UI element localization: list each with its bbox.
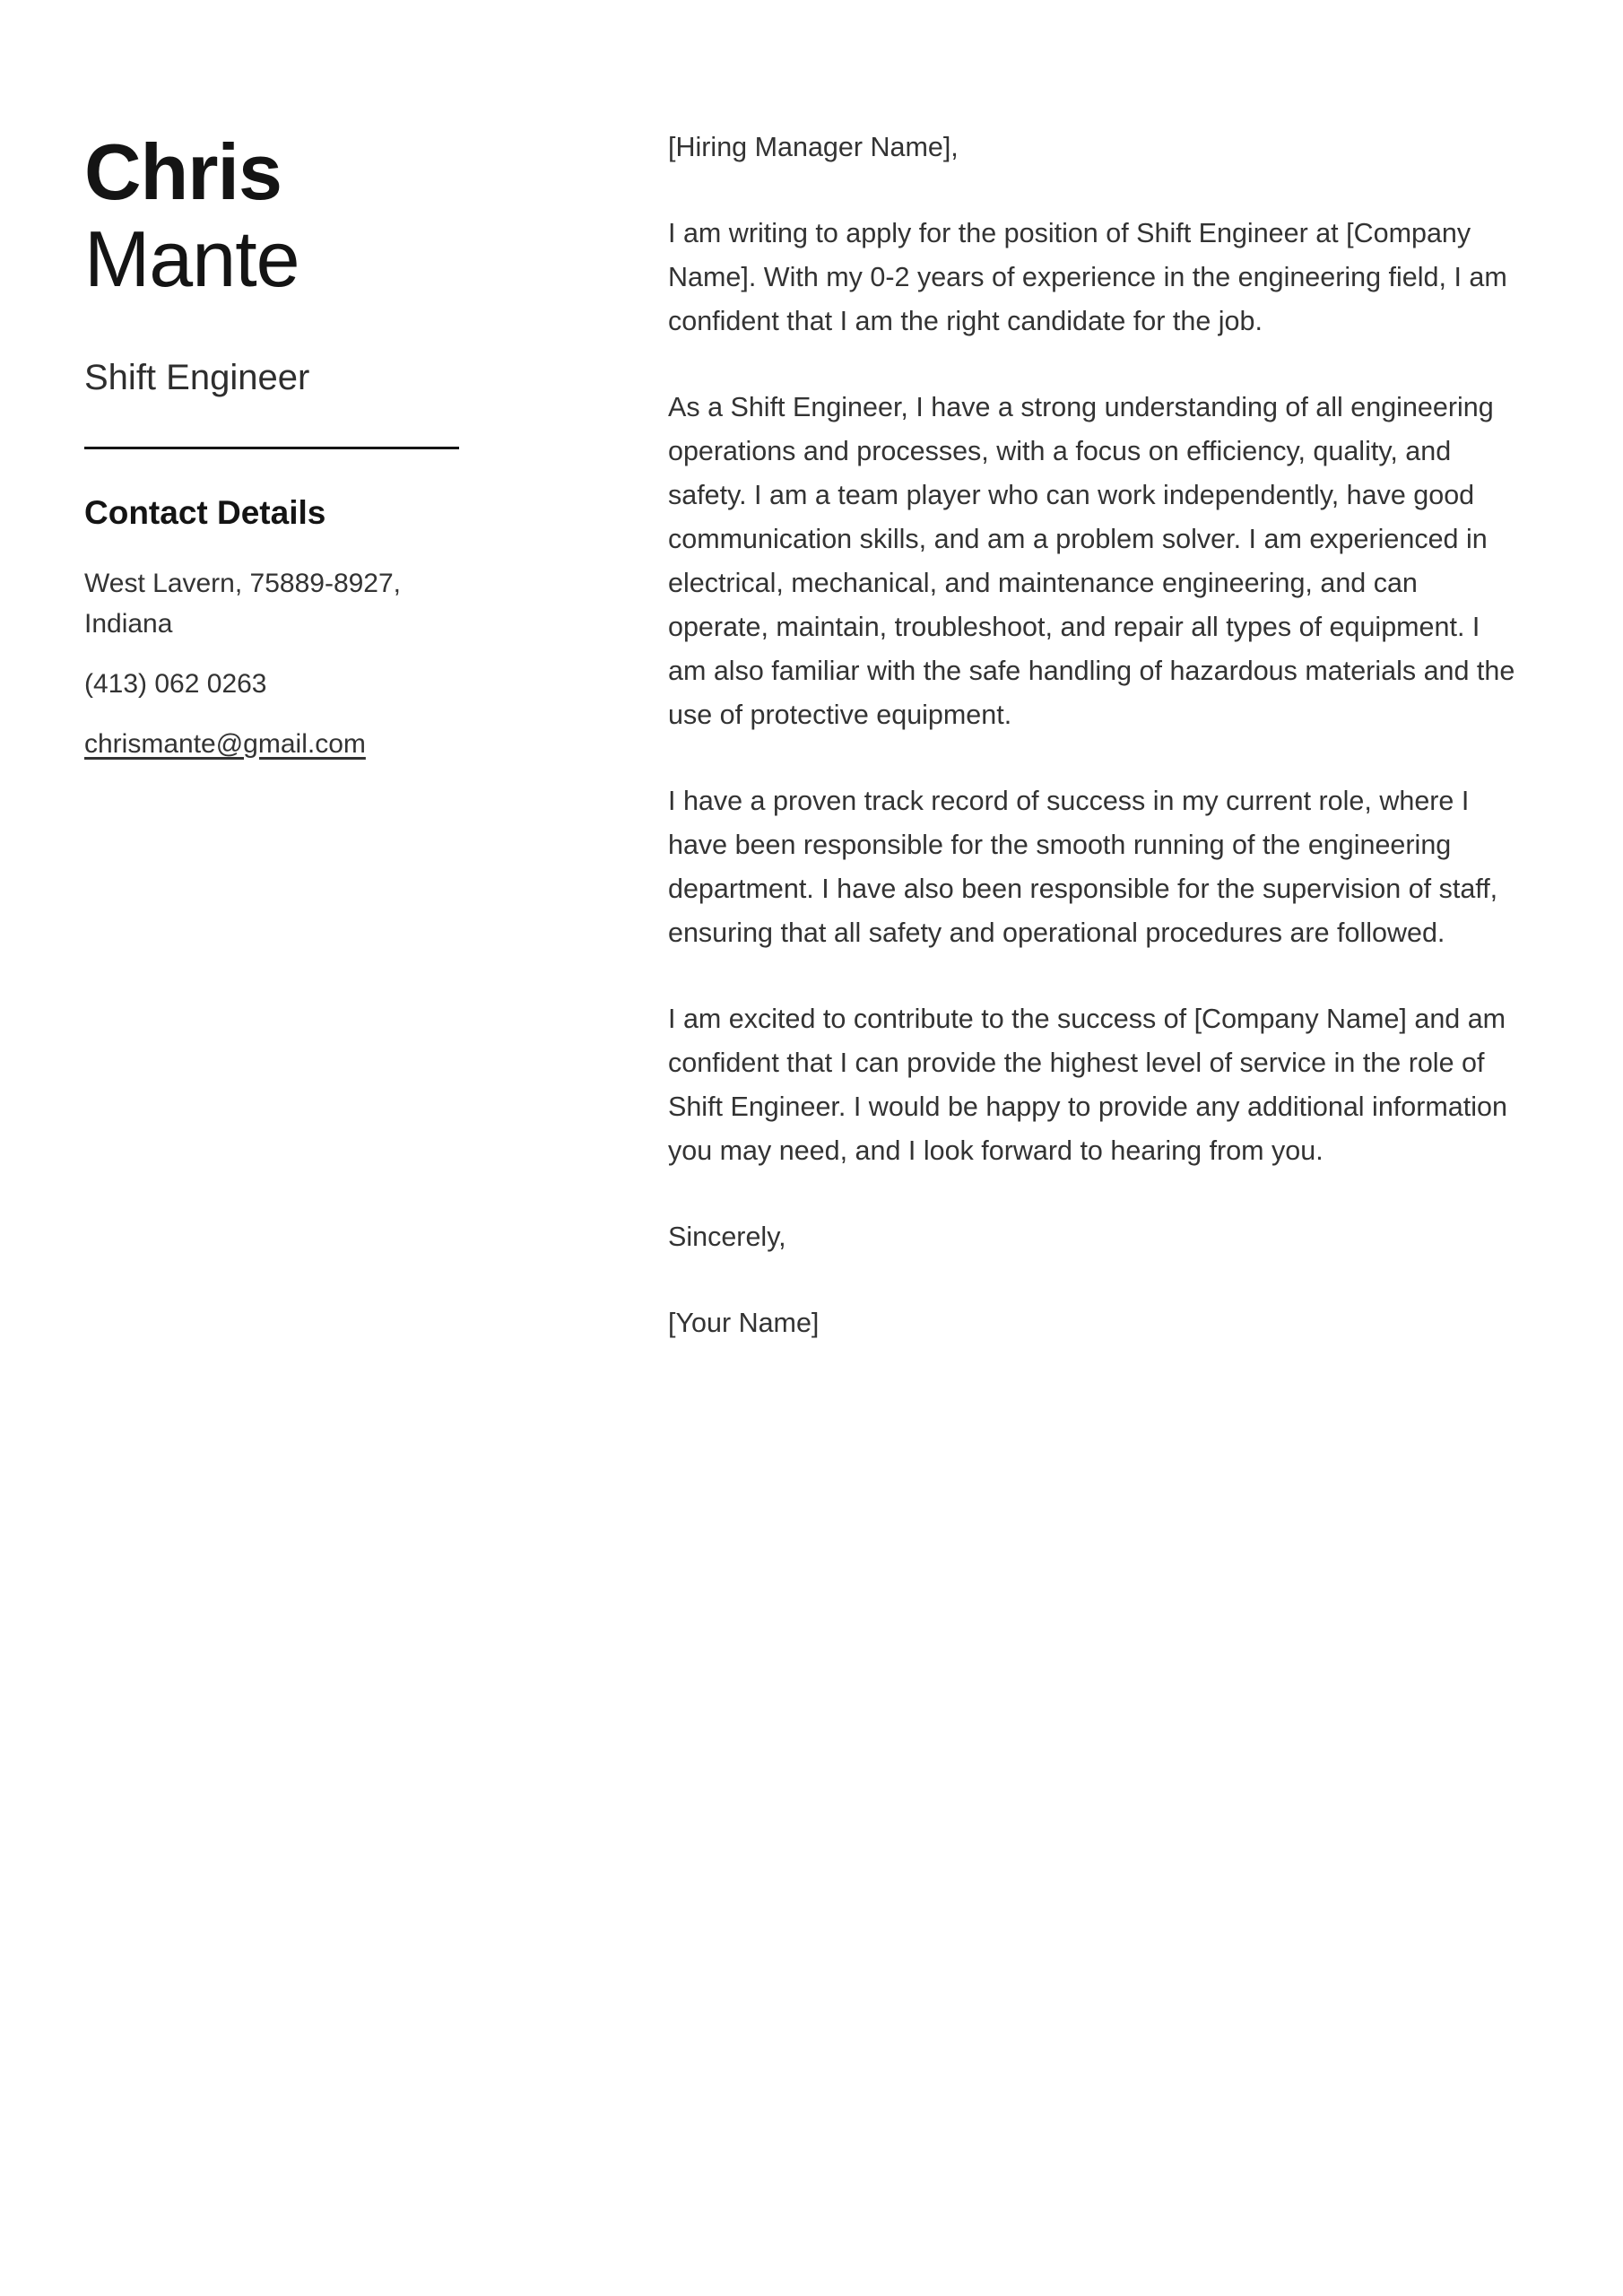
address-line-1: West Lavern, 75889-8927, [84, 568, 402, 598]
letter-paragraph: I am writing to apply for the position of Shift Engineer at [Company Name]. With my 0-2 years of experience in the engineering field, I am confident that I am the right candidate for the job. [668, 218, 1507, 336]
email-group [84, 724, 470, 764]
letter-paragraph: I am excited to contribute to the success of [Company Name] and am confident that I can provide the highest level of service in the role of Shift Engineer. I would be happy to provide any additional information you may need, and I look forward to hearing from you. [668, 1004, 1507, 1166]
letter-paragraph: As a Shift Engineer, I have a strong understanding of all engineering operations and processes, with a focus on efficiency, quality, and safety. I am a team player who can work independently, have good communication skills, and am a problem solver. I am experienced in electrical, mechanical, and maintenance engineering, and can operate, maintain, troubleshoot, and repair all types of equipment. I am also familiar with the safe handling of hazardous materials and the use of protective equipment. [668, 392, 1515, 730]
identity-sidebar [84, 75, 470, 784]
candidate-first-name: Chris [84, 126, 282, 216]
address-group [84, 563, 470, 644]
candidate-name [84, 128, 470, 302]
candidate-last-name: Mante [84, 213, 299, 303]
section-divider [84, 447, 459, 449]
letter-signature: [Your Name] [668, 1308, 820, 1338]
letter-body [668, 126, 1520, 1387]
letter-salutation: [Hiring Manager Name], [668, 132, 959, 162]
phone-number: (413) 062 0263 [84, 668, 267, 699]
letter-closing: Sincerely, [668, 1222, 786, 1252]
contact-details-heading: Contact Details [84, 493, 326, 531]
contact-details-block [84, 563, 470, 764]
letter-paragraph: I have a proven track record of success in my current role, where I have been responsible for the smooth running of the engineering department. I have also been responsible for the supervision of staff, ensuring that all safety and operational procedures are followed. [668, 786, 1498, 948]
job-title: Shift Engineer [84, 357, 310, 397]
address-line-2: Indiana [84, 608, 173, 639]
email-link[interactable]: chrismante@gmail.com [84, 728, 366, 759]
phone-group [84, 664, 470, 704]
